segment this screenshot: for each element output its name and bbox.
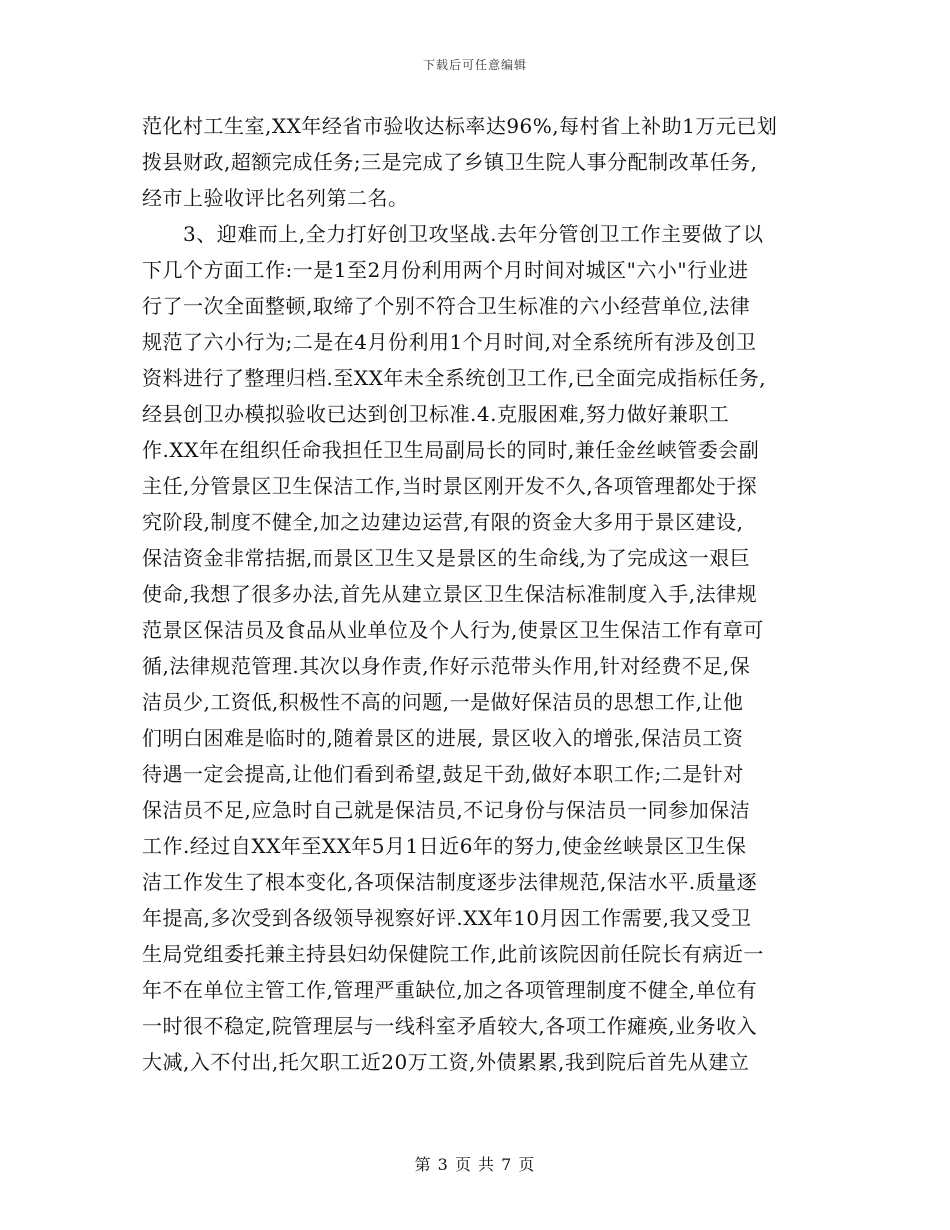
text-line: 年不在单位主管工作,管理严重缺位,加之各项管理制度不健全,单位有 xyxy=(142,978,758,1002)
text-line: 行了一次全面整顿,取缔了个别不符合卫生标准的六小经营单位,法律 xyxy=(142,294,751,318)
text-line: 年提高,多次受到各级领导视察好评.XX年10月因工作需要,我又受卫 xyxy=(142,906,752,930)
text-line: 资料进行了整理归档.至XX年未全系统创卫工作,已全面完成指标任务, xyxy=(142,366,767,390)
page-footer: 第 3 页 共 7 页 xyxy=(414,1155,536,1174)
text-line: 究阶段,制度不健全,加之边建边运营,有限的资金大多用于景区建设, xyxy=(142,510,744,534)
text-line: 范景区保洁员及食品从业单位及个人行为,使景区卫生保洁工作有章可 xyxy=(142,618,764,642)
text-line: 作.XX年在组织任命我担任卫生局副局长的同时,兼任金丝峡管委会副 xyxy=(142,438,760,462)
text-line: 范化村工生室,XX年经省市验收达标率达96%,每村省上补助1万元已划 xyxy=(142,114,778,138)
text-line: 们明白困难是临时的,随着景区的进展, 景区收入的增张,保洁员工资 xyxy=(142,726,744,750)
text-line: 一时很不稳定,院管理层与一线科室矛盾较大,各项工作瘫痪,业务收入 xyxy=(142,1014,758,1038)
text-line: 规范了六小行为;二是在4月份利用1个月时间,对全系统所有涉及创卫 xyxy=(142,330,757,354)
text-line: 下几个方面工作:一是1至2月份利用两个月时间对城区"六小"行业进 xyxy=(142,258,749,282)
text-line: 使命,我想了很多办法,首先从建立景区卫生保洁标准制度入手,法律规 xyxy=(142,582,758,606)
text-line: 待遇一定会提高,让他们看到希望,鼓足干劲,做好本职工作;二是针对 xyxy=(142,762,744,786)
text-line: 主任,分管景区卫生保洁工作,当时景区刚开发不久,各项管理都处于探 xyxy=(142,474,758,498)
text-line: 经县创卫办模拟验收已达到创卫标准.4.克服困难,努力做好兼职工 xyxy=(142,402,730,426)
text-line: 大减,入不付出,托欠职工近20万工资,外债累累,我到院后首先从建立 xyxy=(142,1050,750,1074)
body-text xyxy=(142,108,807,1080)
page-header: 下载后可任意编辑 xyxy=(422,58,527,72)
text-line: 洁工作发生了根本变化,各项保洁制度逐步法律规范,保洁水平.质量逐 xyxy=(142,870,758,894)
text-line: 洁员少,工资低,积极性不高的问题,一是做好保洁员的思想工作,让他 xyxy=(142,690,744,714)
text-line: 保洁员不足,应急时自己就是保洁员,不记身份与保洁员一同参加保洁 xyxy=(142,798,751,822)
text-line: 拨县财政,超额完成任务;三是完成了乡镇卫生院人事分配制改革任务, xyxy=(142,150,758,174)
text-line: 生局党组委托兼主持县妇幼保健院工作,此前该院因前任院长有病近一 xyxy=(142,942,764,966)
text-line: 工作.经过自XX年至XX年5月1日近6年的努力,使金丝峡景区卫生保 xyxy=(142,834,747,858)
text-line: 3、迎难而上,全力打好创卫攻坚战.去年分管创卫工作主要做了以 xyxy=(142,222,764,246)
text-line: 经市上验收评比名列第二名。 xyxy=(142,186,409,210)
text-line: 循,法律规范管理.其次以身作责,作好示范带头作用,针对经费不足,保 xyxy=(142,654,751,678)
text-line: 保洁资金非常拮据,而景区卫生又是景区的生命线,为了完成这一艰巨 xyxy=(142,546,751,570)
